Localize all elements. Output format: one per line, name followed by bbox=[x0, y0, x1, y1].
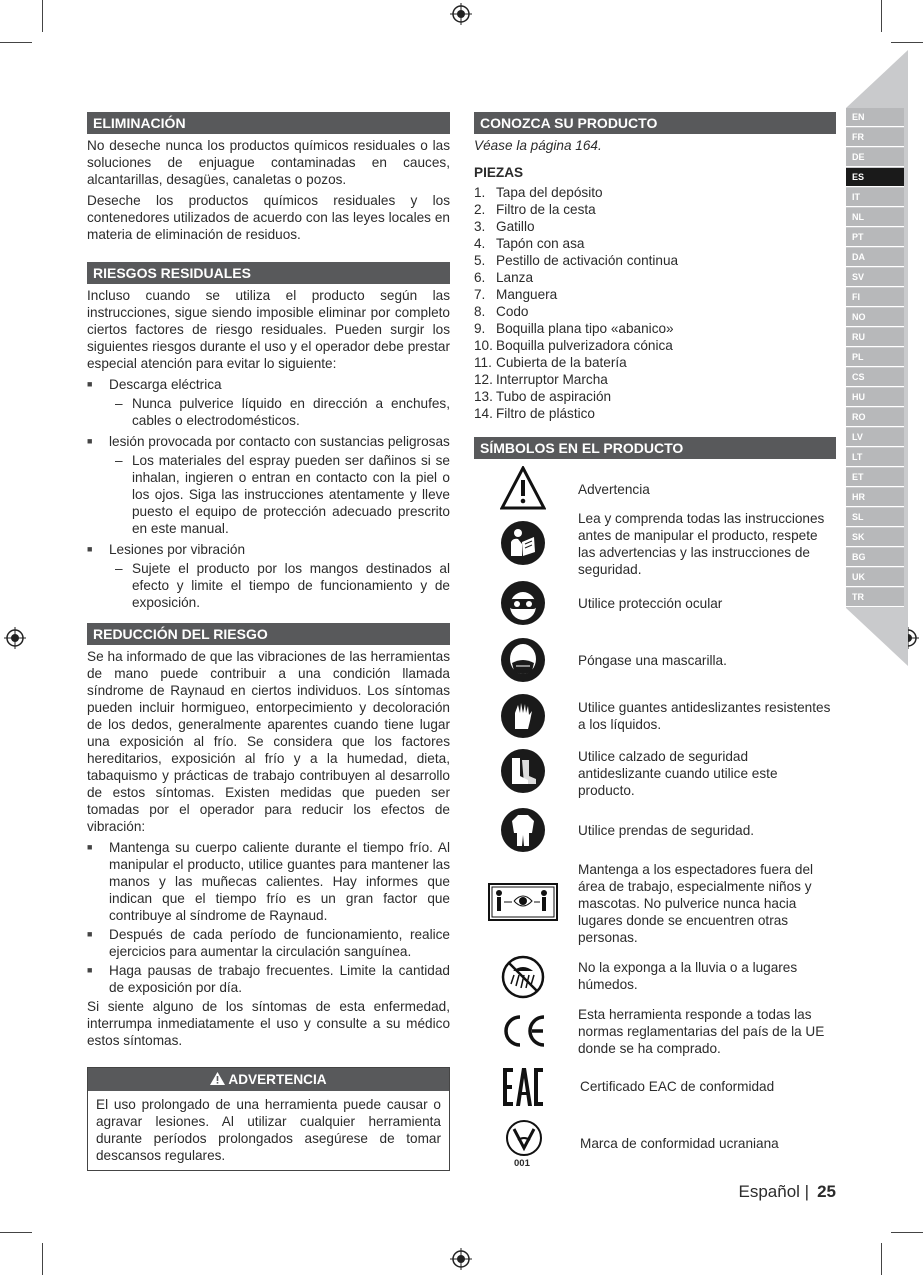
part-item bbox=[474, 184, 836, 201]
part-number: 7. bbox=[474, 287, 486, 302]
symbol-text: Advertencia bbox=[578, 482, 650, 497]
language-tab-no[interactable]: NO bbox=[846, 308, 904, 327]
part-label: Interruptor Marcha bbox=[496, 372, 608, 387]
part-label: Codo bbox=[496, 304, 529, 319]
part-label: Tapón con asa bbox=[496, 236, 585, 251]
symbol-text: Lea y comprenda todas las instrucciones antes de manipular el producto, respete las advertencias y las instrucciones de seguridad. bbox=[578, 511, 825, 577]
page-footer bbox=[739, 1182, 837, 1202]
language-tab-cs[interactable]: CS bbox=[846, 368, 904, 387]
paragraph: Incluso cuando se utiliza el producto según las instrucciones, sigue siendo imposible eliminar por completo ciertos factores de riesgo residuales. Pueden surgir los siguientes riesgos durante el uso y el operador debe prestar especial atención para evitar lo siguiente: bbox=[87, 288, 450, 371]
bullet-text: lesión provocada por contacto con sustancias peligrosas bbox=[109, 434, 450, 449]
protective-clothing-icon bbox=[500, 807, 546, 853]
language-tab-et[interactable]: ET bbox=[846, 468, 904, 487]
language-tab-sl[interactable]: SL bbox=[846, 508, 904, 527]
section-title-riesgos-residuales: RIESGOS RESIDUALES bbox=[87, 262, 450, 284]
crop-mark bbox=[0, 1232, 32, 1233]
language-tab-ru[interactable]: RU bbox=[846, 328, 904, 347]
part-item bbox=[474, 320, 836, 337]
part-item bbox=[474, 337, 836, 354]
language-tab-es[interactable]: ES bbox=[846, 168, 904, 187]
part-label: Lanza bbox=[496, 270, 534, 285]
eye-protection-icon bbox=[500, 580, 546, 626]
language-tab-lt[interactable]: LT bbox=[846, 448, 904, 467]
paragraph: Se ha informado de que las vibraciones de las herramientas de mano puede contribuir a una condición llamada síndrome de Raynaud en ciertos individuos. Los síntomas pueden incluir hormigueo, entorpecimiento y decoloración de los dedos, generalmente aparentes cuando tiene lugar una exposición al frío. Se considera que los factores hereditarios, exposición al frío y a la humedad, dieta, tabaquismo y prácticas de trabajo contribuyen al desarrollo de estos síntomas. Existen medidas que pueden ser tomadas por el operador para reducir los efectos de vibración: bbox=[87, 649, 450, 834]
section-title-simbolos: SÍMBOLOS EN EL PRODUCTO bbox=[474, 437, 836, 459]
warning-body: El uso prolongado de una herramienta puede causar o agravar lesiones. Al utilizar cualquier herramienta durante períodos prolongados asegúrese de tomar descansos regulares. bbox=[96, 1097, 441, 1163]
part-item bbox=[474, 303, 836, 320]
part-item bbox=[474, 218, 836, 235]
part-number: 14. bbox=[474, 406, 493, 421]
language-tab-tr[interactable]: TR bbox=[846, 588, 904, 607]
part-number: 13. bbox=[474, 389, 493, 404]
part-item bbox=[474, 201, 836, 218]
part-number: 8. bbox=[474, 304, 486, 319]
keep-bystanders-away-icon bbox=[488, 883, 558, 921]
part-label: Boquilla plana tipo «abanico» bbox=[496, 321, 674, 336]
language-tab-it[interactable]: IT bbox=[846, 188, 904, 207]
symbol-text: No la exponga a la lluvia o a lugares húmedos. bbox=[578, 960, 798, 992]
registration-mark-icon bbox=[450, 3, 472, 25]
warning-triangle-icon bbox=[210, 1072, 225, 1085]
part-number: 5. bbox=[474, 253, 486, 268]
symbol-text: Marca de conformidad ucraniana bbox=[580, 1136, 779, 1151]
part-label: Filtro de plástico bbox=[496, 406, 595, 421]
registration-mark-icon bbox=[450, 1248, 472, 1270]
eac-mark-icon bbox=[502, 1066, 544, 1108]
symbol-text: Póngase una mascarilla. bbox=[578, 653, 727, 668]
part-label: Tapa del depósito bbox=[496, 185, 603, 200]
footer-language: Español | bbox=[738, 1182, 810, 1201]
list-item bbox=[87, 376, 450, 429]
registration-mark-icon bbox=[4, 627, 26, 649]
warning-header bbox=[88, 1068, 449, 1091]
part-number: 10. bbox=[474, 338, 493, 353]
part-number: 12. bbox=[474, 372, 493, 387]
crop-mark bbox=[881, 0, 882, 32]
language-tab-fi[interactable]: FI bbox=[846, 288, 904, 307]
language-tab-ro[interactable]: RO bbox=[846, 408, 904, 427]
language-tab-sv[interactable]: SV bbox=[846, 268, 904, 287]
list-item: ■ Mantenga su cuerpo caliente durante el tiempo frío. Al manipular el producto, utilice guantes para mantener las manos y las muñecas calientes. Hay informes que indican que el tiempo frío es un gran factor que contribuye al síndrome de Raynaud. bbox=[87, 839, 450, 924]
section-title-eliminacion: ELIMINACIÓN bbox=[87, 112, 450, 134]
language-tab-pt[interactable]: PT bbox=[846, 228, 904, 247]
part-number: 9. bbox=[474, 321, 486, 336]
list-item bbox=[87, 541, 450, 611]
symbol-text: Utilice prendas de seguridad. bbox=[578, 823, 755, 838]
paragraph: Si siente alguno de los síntomas de esta enfermedad, interrumpa inmediatamente el uso y consulte a su médico estos síntomas. bbox=[87, 999, 450, 1048]
list-item: ■ Después de cada período de funcionamiento, realice ejercicios para aumentar la circulación sanguínea. bbox=[87, 926, 450, 960]
language-tab-en[interactable]: EN bbox=[846, 108, 904, 127]
list-item bbox=[87, 433, 450, 537]
crop-mark bbox=[42, 0, 43, 32]
language-tab-nl[interactable]: NL bbox=[846, 208, 904, 227]
symbol-text: Utilice calzado de seguridad antideslizante cuando utilice este producto. bbox=[578, 749, 778, 798]
part-label: Tubo de aspiración bbox=[496, 389, 612, 404]
warning-title: ADVERTENCIA bbox=[228, 1072, 327, 1087]
symbol-text: Mantenga a los espectadores fuera del área de trabajo, especialmente niños y mascotas. No pulverice nunca hacia lugares donde se encuentren otras personas. bbox=[578, 862, 814, 945]
crop-mark bbox=[881, 1243, 882, 1275]
language-tab-pl[interactable]: PL bbox=[846, 348, 904, 367]
no-rain-icon bbox=[500, 954, 546, 1000]
gloves-icon bbox=[500, 693, 546, 739]
symbol-text: Utilice guantes antideslizantes resistentes a los líquidos. bbox=[578, 700, 831, 732]
paragraph: Deseche los productos químicos residuales y los contenedores utilizados de acuerdo con las leyes locales en materia de eliminación de residuos. bbox=[87, 193, 450, 242]
parts-list bbox=[474, 184, 836, 422]
list-item: ■ Haga pausas de trabajo frecuentes. Limite la cantidad de exposición por día. bbox=[87, 962, 450, 996]
sub-list-item: – Sujete el producto por los mangos destinados al efecto y limite el tiempo de funcionamiento y de exposición. bbox=[109, 560, 450, 611]
part-item bbox=[474, 286, 836, 303]
sub-list-item: – Nunca pulverice líquido en dirección a enchufes, cables o electrodomésticos. bbox=[109, 395, 450, 429]
ukraine-mark-code: 001 bbox=[514, 1158, 530, 1169]
parts-title: PIEZAS bbox=[474, 165, 524, 180]
section-title-conozca: CONOZCA SU PRODUCTO bbox=[474, 112, 836, 134]
bullet-text: Lesiones por vibración bbox=[109, 542, 246, 557]
part-item bbox=[474, 354, 836, 371]
bullet-list bbox=[87, 839, 450, 996]
part-number: 11. bbox=[474, 355, 492, 370]
part-label: Boquilla pulverizadora cónica bbox=[496, 338, 673, 353]
symbol-text: Esta herramienta responde a todas las normas reglamentarias del país de la UE donde se ha comprado. bbox=[578, 1007, 825, 1056]
bullet-text: Descarga eléctrica bbox=[109, 377, 222, 392]
language-tab-da[interactable]: DA bbox=[846, 248, 904, 267]
part-item bbox=[474, 405, 836, 422]
ukraine-conformity-icon bbox=[504, 1118, 544, 1158]
crop-mark bbox=[891, 1232, 923, 1233]
part-label: Manguera bbox=[496, 287, 558, 302]
symbol-text: Utilice protección ocular bbox=[578, 596, 723, 611]
part-number: 2. bbox=[474, 202, 486, 217]
part-item bbox=[474, 371, 836, 388]
warning-triangle-icon bbox=[500, 466, 546, 510]
part-item bbox=[474, 252, 836, 269]
paragraph: No deseche nunca los productos químicos residuales o las soluciones de enjuague contaminadas en cauces, alcantarillas, desagües, canaletas o pozos. bbox=[87, 138, 450, 187]
symbol-text: Certificado EAC de conformidad bbox=[580, 1079, 775, 1094]
right-column bbox=[474, 112, 836, 462]
part-item bbox=[474, 269, 836, 286]
read-manual-icon bbox=[500, 520, 546, 566]
part-number: 1. bbox=[474, 185, 486, 200]
language-tab-fr[interactable]: FR bbox=[846, 128, 904, 147]
section-title-reduccion-riesgo: REDUCCIÓN DEL RIESGO bbox=[87, 623, 450, 645]
safety-boots-icon bbox=[500, 748, 546, 794]
crop-mark bbox=[42, 1243, 43, 1275]
sub-list-item: – Los materiales del espray pueden ser dañinos si se inhalan, ingieren o entran en contacto con la piel o los ojos. Siga las instrucciones atentamente y lleve puesto el equipo de protección adecuado prescrito en este manual. bbox=[109, 452, 450, 537]
language-tab-hr[interactable]: HR bbox=[846, 488, 904, 507]
part-item bbox=[474, 235, 836, 252]
face-mask-icon bbox=[500, 637, 546, 683]
crop-mark bbox=[0, 42, 32, 43]
part-number: 3. bbox=[474, 219, 486, 234]
language-tab-lv[interactable]: LV bbox=[846, 428, 904, 447]
crop-mark bbox=[891, 42, 923, 43]
part-number: 4. bbox=[474, 236, 486, 251]
part-label: Gatillo bbox=[496, 219, 535, 234]
page-reference: Véase la página 164. bbox=[474, 138, 602, 153]
left-column bbox=[87, 112, 450, 1171]
ce-mark-icon bbox=[500, 1013, 548, 1049]
page-number: 25 bbox=[817, 1182, 836, 1201]
language-tab-uk[interactable]: UK bbox=[846, 568, 904, 587]
part-item bbox=[474, 388, 836, 405]
language-tab-de[interactable]: DE bbox=[846, 148, 904, 167]
part-label: Pestillo de activación continua bbox=[496, 253, 679, 268]
part-label: Cubierta de la batería bbox=[496, 355, 627, 370]
language-tab-sk[interactable]: SK bbox=[846, 528, 904, 547]
warning-box bbox=[87, 1067, 450, 1171]
language-tab-bg[interactable]: BG bbox=[846, 548, 904, 567]
language-tab-hu[interactable]: HU bbox=[846, 388, 904, 407]
part-number: 6. bbox=[474, 270, 486, 285]
bullet-list bbox=[87, 376, 450, 611]
part-label: Filtro de la cesta bbox=[496, 202, 596, 217]
